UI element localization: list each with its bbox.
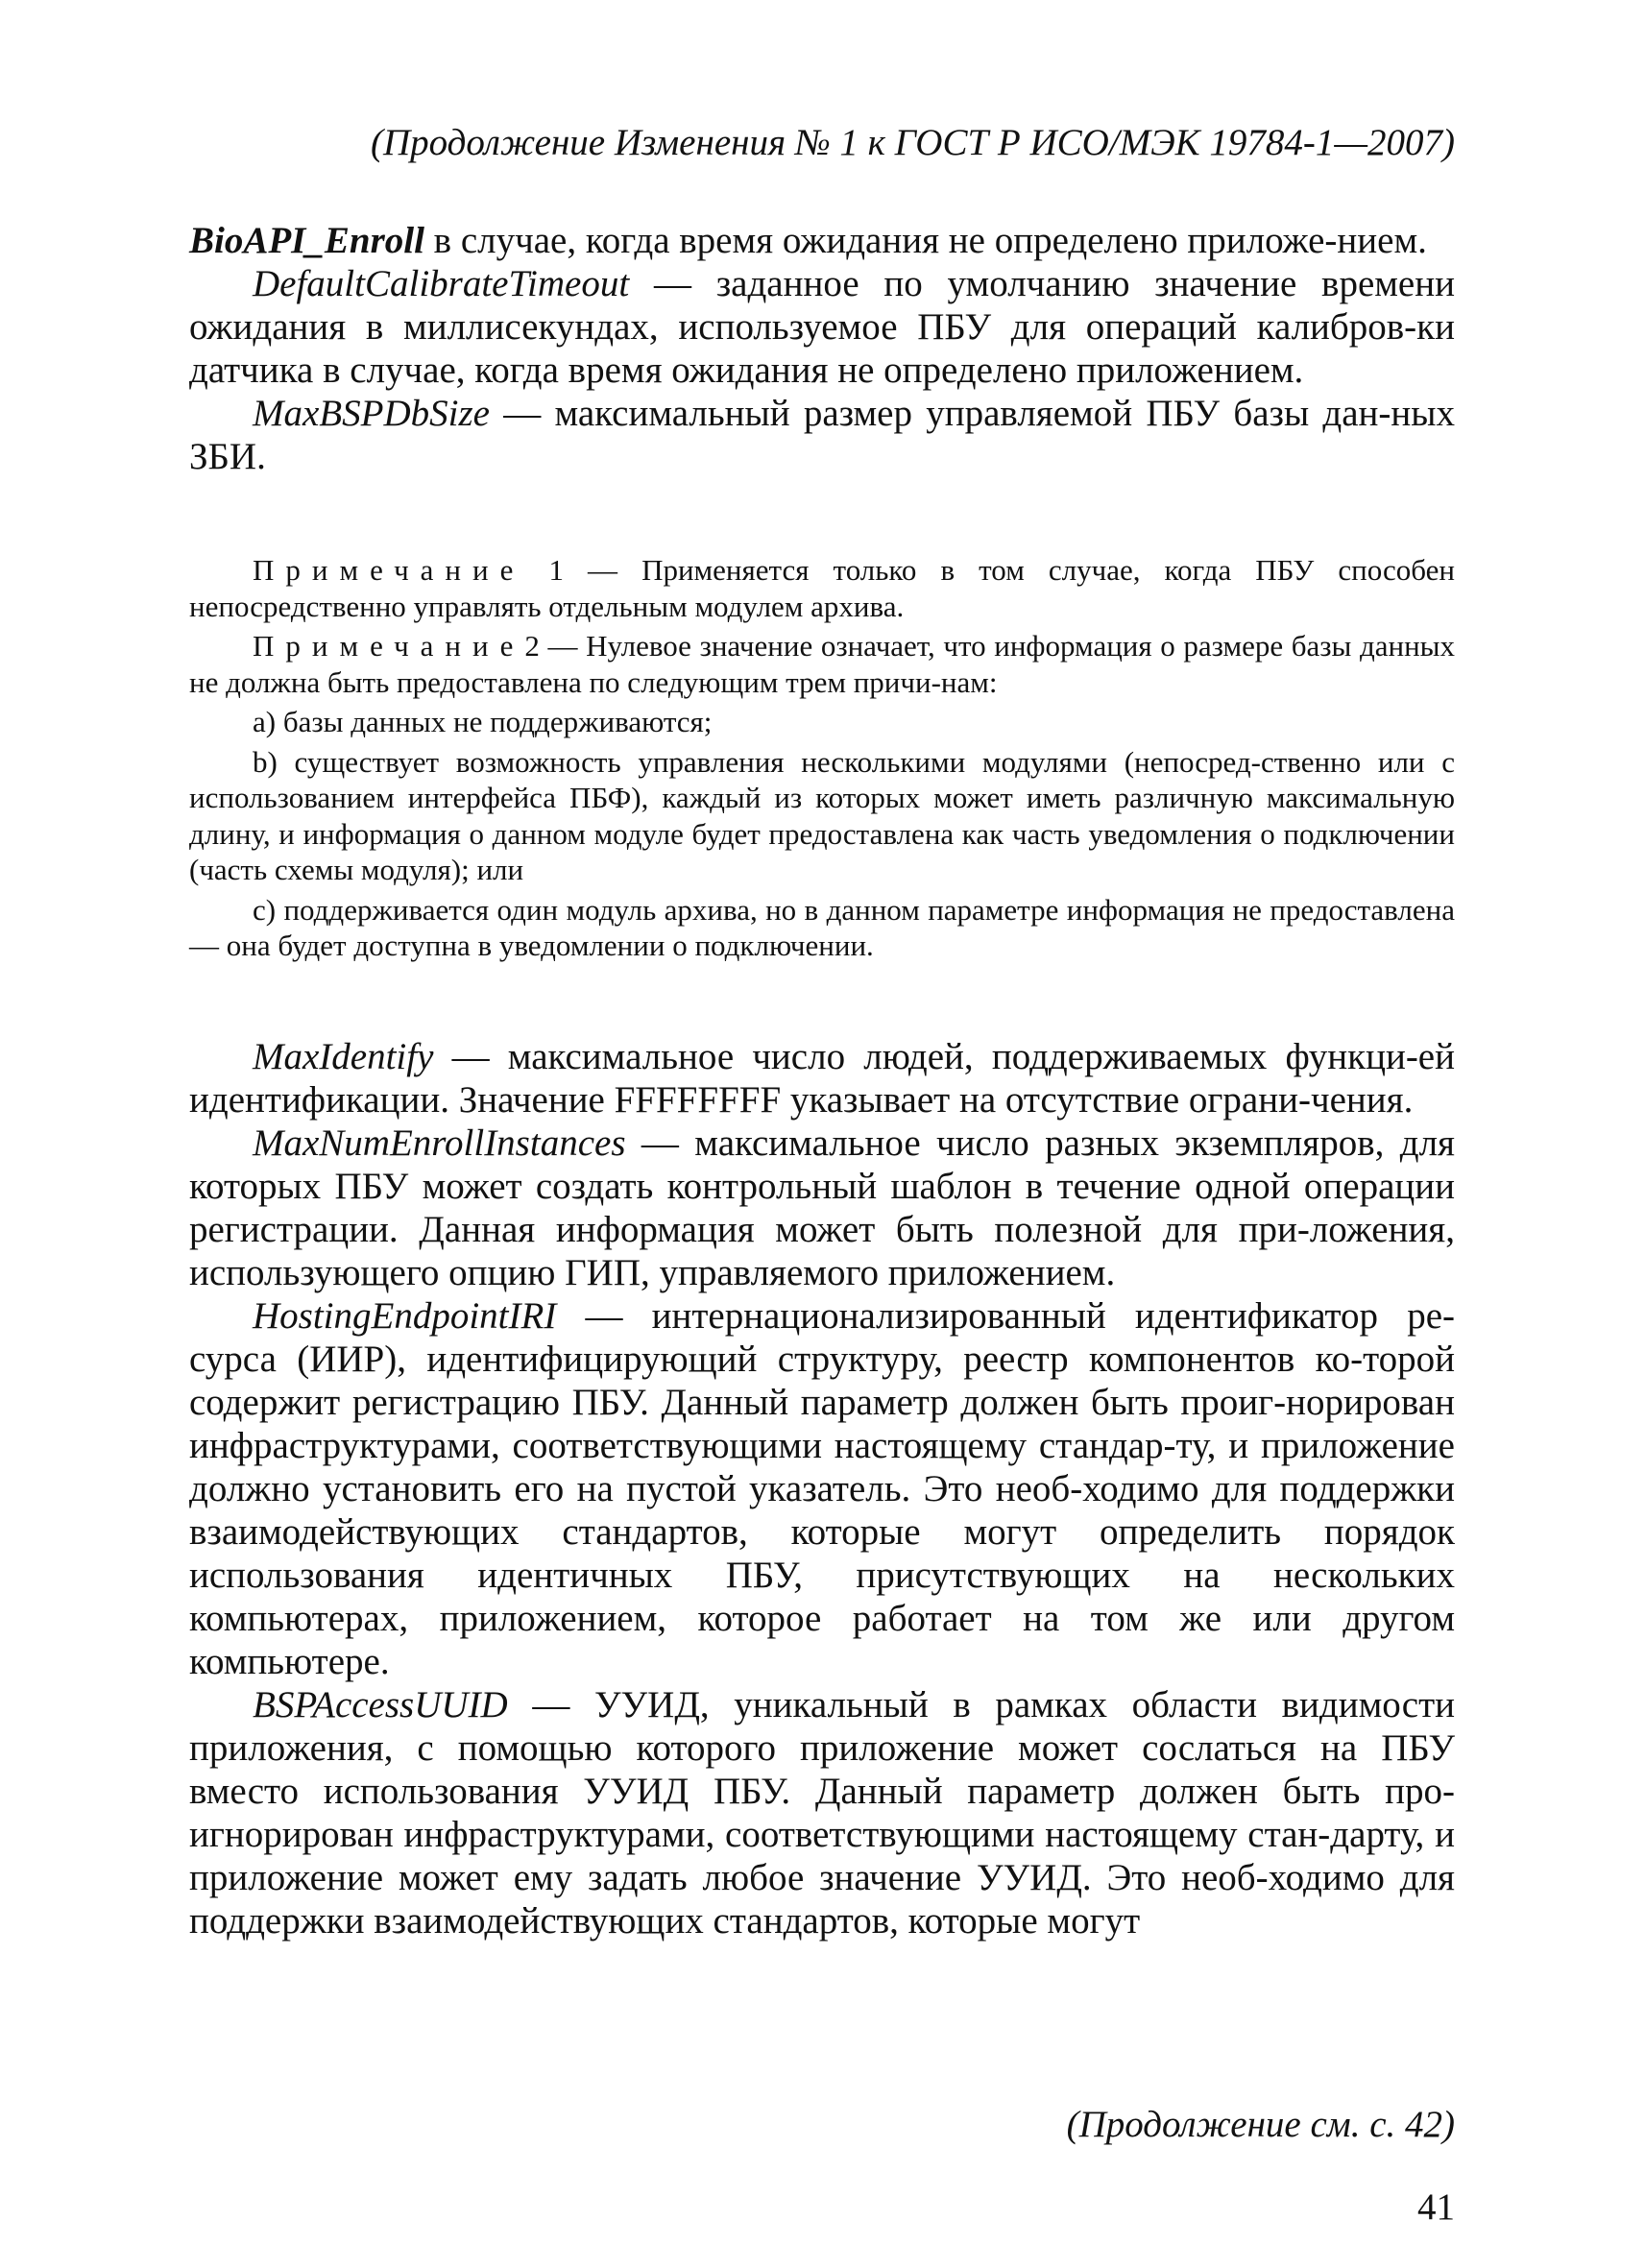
paragraph-text: — УУИД, уникальный в рамках области видимости приложения, с помощью которого приложение может сослаться на ПБУ вместо использования УУИД ПБУ. Данный параметр должен быть про-игнорирован инфраструктурами, соответствующими настоящему стан-дарту, и приложение может ему задать любое значение УУИД. Это необ-ходимо для поддержки взаимодействующих стандартов, которые могут [189,1684,1455,1942]
note-text: 1 — Применяется только в том случае, когда ПБУ способен непосредственно управлять отдельным модулем архива. [189,553,1455,623]
continuation-note: (Продолжение см. с. 42) [1066,2104,1455,2145]
note-1 [189,552,1455,624]
paragraph-text: — максимальное число разных экземпляров, для которых ПБУ может создать контрольный шаблон в течение одной операции регистрации. Данная информация может быть полезной для при-ложения, использующего опцию ГИП, управляемого приложением. [189,1122,1455,1293]
term-hosting-endpoint-iri: HostingEndpointIRI [253,1295,557,1337]
paragraph-text: — интернационализированный идентификатор ре-сурса (ИИР), идентифицирующий структуру, реестр компонентов ко-торой содержит регистрацию ПБУ. Данный параметр должен быть проиг-норирован инфраструктурами, соответствующими настоящему стандар-ту, и приложение должно установить его на пустой указатель. Это необ-ходимо для поддержки взаимодействующих стандартов, которые могут определить порядок использования идентичных ПБУ, присутствующих на нескольких компьютерах, приложением, которое работает на том же или другом компьютере. [189,1295,1455,1682]
note-item-c: c) поддерживается один модуль архива, но в данном параметре информация не предоставлена — она будет доступна в уведомлении о подключении. [189,892,1455,962]
term-max-num-enroll-instances: MaxNumEnrollInstances [253,1122,626,1164]
term-default-calibrate-timeout: DefaultCalibrateTimeout [253,263,630,304]
term-max-bsp-db-size: MaxBSPDbSize [253,393,490,434]
paragraph-hosting-endpoint-iri [189,1294,1455,1683]
main-text-top [189,219,1455,478]
paragraph-default-calibrate-timeout [189,262,1455,392]
term-bioapi-enroll: BioAPI_Enroll [189,220,424,261]
note-item-a: a) базы данных не поддерживаются; [253,705,713,738]
paragraph-max-identify [189,1035,1455,1122]
note-item-b: b) существует возможность управления несколькими модулями (непосред-ственно или с использованием интерфейса ПБФ), каждый из которых может иметь различную максимальную длину, и информация о данном модуле будет предоставлена как часть уведомления о подключении (часть схемы модуля); или [189,744,1455,886]
paragraph-max-bsp-db-size [189,392,1455,478]
note-2 [189,628,1455,700]
note-label: Примечание [253,553,525,587]
term-max-identify: MaxIdentify [253,1036,434,1077]
paragraph-text: в случае, когда время ожидания не определено приложе-нием. [423,220,1427,261]
paragraph-max-num-enroll-instances [189,1122,1455,1294]
running-header: (Продолжение Изменения № 1 к ГОСТ Р ИСО/МЭК 19784-1—2007) [370,122,1455,163]
paragraph-text: — заданное по умолчанию значение времени ожидания в миллисекундах, используемое ПБУ для операций калибров-ки датчика в случае, когда время ожидания не определено приложением. [189,263,1455,391]
main-text-bottom [189,1035,1455,1942]
page-number: 41 [1417,2186,1455,2228]
notes-block [189,552,1455,968]
term-bsp-access-uuid: BSPAccessUUID [253,1684,508,1725]
note-text: 2 — Нулевое значение означает, что информация о размере базы данных не должна быть предоставлена по следующим трем причи-нам: [189,629,1455,699]
note-label: Примечание [253,629,525,663]
paragraph-bioapi-enroll [189,219,1455,262]
paragraph-bsp-access-uuid [189,1683,1455,1942]
paragraph-text: — максимальное число людей, поддерживаемых функци-ей идентификации. Значение FFFFFFFF указывает на отсутствие ограни-чения. [189,1036,1455,1121]
paragraph-text: — максимальный размер управляемой ПБУ базы дан-ных ЗБИ. [189,393,1455,477]
